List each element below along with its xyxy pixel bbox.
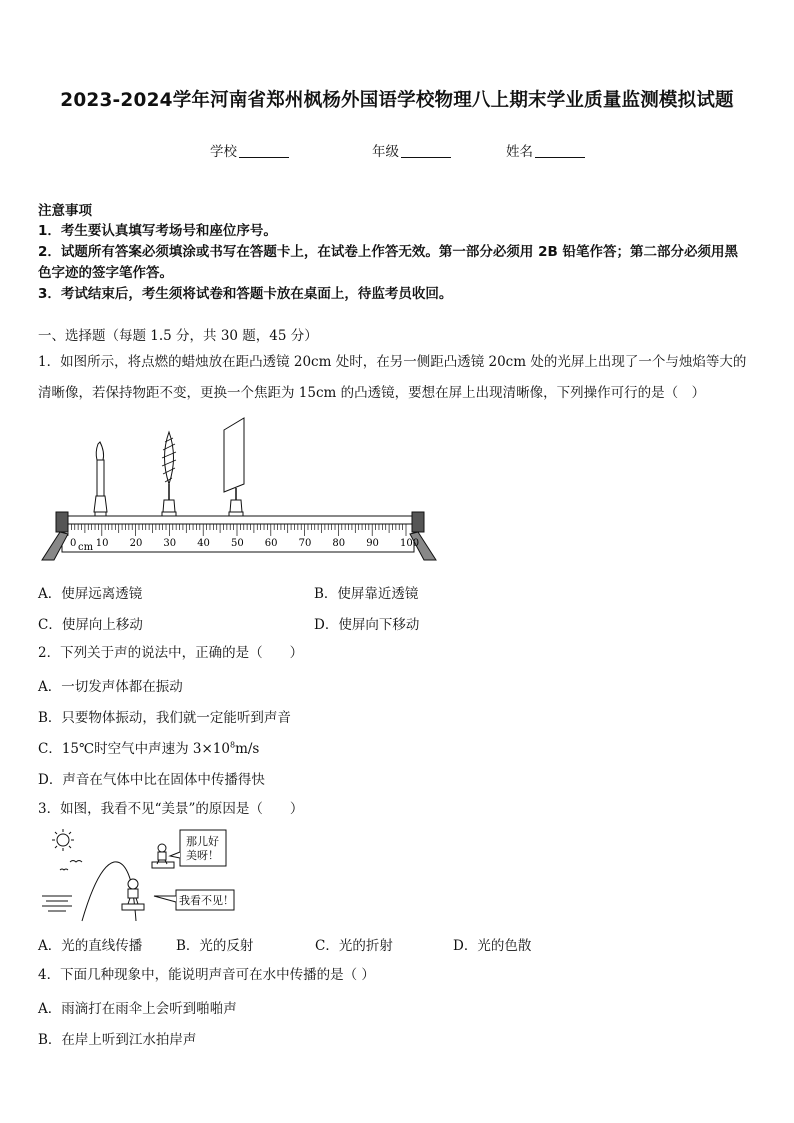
- bubble-1-line-2: 美呀！: [186, 849, 219, 862]
- name-label: 姓名: [506, 144, 533, 160]
- q3-option-c[interactable]: C．光的折射: [315, 938, 393, 954]
- ruler-label: cm: [78, 542, 94, 553]
- q1-option-c[interactable]: C．使屏向上移动: [38, 617, 143, 633]
- q3-option-b[interactable]: B．光的反射: [176, 938, 254, 954]
- bubble-2-text: 我看不见！: [179, 894, 234, 907]
- ruler-label: 10: [95, 538, 109, 549]
- q2-option-d[interactable]: D．声音在气体中比在固体中传播得快: [38, 772, 265, 788]
- optical-bench-figure: [38, 412, 448, 572]
- q3-stem: 3．如图，我看不见“美景”的原因是（ ）: [38, 801, 304, 817]
- q2-option-c-text: C．15℃时空气中声速为 3×10: [38, 741, 230, 757]
- bird-icon: [70, 861, 82, 863]
- q2-stem: 2．下列关于声的说法中，正确的是（ ）: [38, 645, 304, 661]
- page-title: 2023-2024学年河南省郑州枫杨外国语学校物理八上期末学业质量监测模拟试题: [60, 90, 734, 111]
- q3-option-d[interactable]: D．光的色散: [453, 938, 532, 954]
- q1-option-d[interactable]: D．使屏向下移动: [314, 617, 420, 633]
- q4-option-b[interactable]: B．在岸上听到江水拍岸声: [38, 1032, 197, 1048]
- notice-item-2-cont: 色字迹的签字笔作答。: [38, 265, 173, 281]
- q2-option-a[interactable]: A．一切发声体都在振动: [38, 679, 183, 695]
- sun-icon: [52, 829, 74, 851]
- q2-option-c[interactable]: [38, 737, 259, 757]
- ruler-label: 60: [264, 538, 278, 549]
- light-screen: [224, 418, 244, 522]
- notice-item-3: 3．考试结束后，考生须将试卷和答题卡放在桌面上，待监考员收回。: [38, 286, 453, 302]
- notice-item-1: 1．考生要认真填写考场号和座位序号。: [38, 223, 277, 239]
- q1-option-b[interactable]: B．使屏靠近透镜: [314, 586, 419, 602]
- q1-stem-line2: 清晰像，若保持物距不变，更换一个焦距为 15cm 的凸透镜，要想在屏上出现清晰像，下列操作可行的是（ ）: [38, 385, 706, 401]
- ruler-label: 50: [231, 538, 244, 549]
- ruler-label: 100: [400, 538, 420, 549]
- name-field[interactable]: [506, 140, 585, 160]
- q2-option-b[interactable]: B．只要物体振动，我们就一定能听到声音: [38, 710, 291, 726]
- notice-heading: 注意事项: [38, 203, 92, 219]
- candle: [94, 442, 107, 522]
- convex-lens: [162, 432, 176, 522]
- ruler-label: 90: [366, 538, 379, 549]
- ruler-label: 40: [197, 538, 210, 549]
- ruler-label: 30: [163, 538, 177, 549]
- water-lines: [42, 896, 72, 911]
- q2-option-c-unit: m/s: [235, 741, 260, 757]
- ruler-label: 0: [70, 538, 77, 549]
- school-field[interactable]: [210, 140, 289, 160]
- q3-option-a[interactable]: A．光的直线传播: [38, 938, 143, 954]
- ruler-label: 70: [298, 538, 312, 549]
- bubble-1-line-1: 那儿好: [186, 835, 219, 848]
- section-heading: 一、选择题（每题 1.5 分，共 30 题，45 分）: [38, 328, 318, 344]
- bird-icon: [60, 869, 68, 870]
- ruler-label: 20: [129, 538, 143, 549]
- school-label: 学校: [210, 144, 237, 160]
- q1-option-a[interactable]: A．使屏远离透镜: [38, 586, 143, 602]
- q4-stem: 4．下面几种现象中，能说明声音可在水中传播的是（ ）: [38, 967, 375, 983]
- grade-label: 年级: [372, 144, 399, 160]
- mountain-view-figure: [38, 826, 238, 922]
- q4-option-a[interactable]: A．雨滴打在雨伞上会听到啪啪声: [38, 1001, 237, 1017]
- q1-stem-line1: 1．如图所示，将点燃的蜡烛放在距凸透镜 20cm 处时，在另一侧距凸透镜 20cm 处的光屏上出现了一个与烛焰等大的: [38, 354, 747, 370]
- q2-option-c-exponent: 8: [229, 740, 236, 750]
- ruler-label: 80: [332, 538, 346, 549]
- notice-item-2: 2．试题所有答案必须填涂或书写在答题卡上，在试卷上作答无效。第一部分必须用 2B 铅笔作答；第二部分必须用黑: [38, 244, 738, 260]
- grade-field[interactable]: [372, 140, 451, 160]
